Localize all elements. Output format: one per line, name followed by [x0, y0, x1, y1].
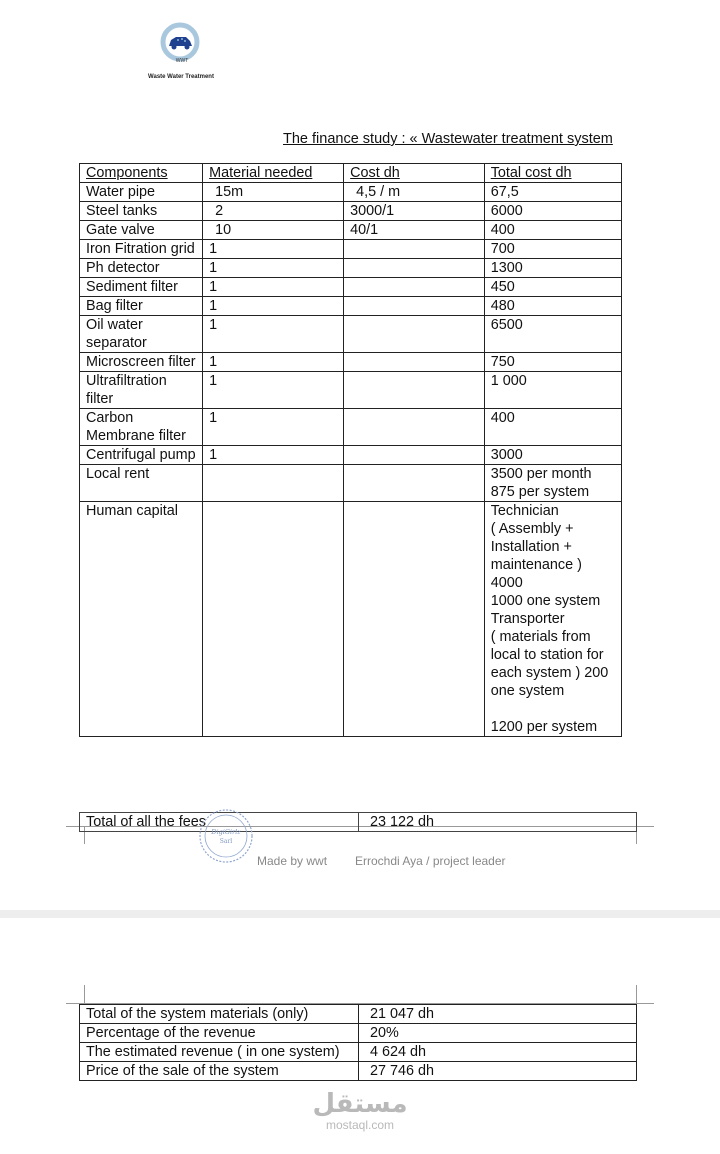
cell-component: Human capital	[80, 502, 203, 737]
table-row	[80, 1024, 637, 1043]
cell-cost	[344, 372, 485, 409]
cell-total: 3500 per month 875 per system	[484, 465, 621, 502]
cell-component: Microscreen filter	[80, 353, 203, 372]
cell-component: Iron Fitration grid	[80, 240, 203, 259]
cell-cost	[344, 465, 485, 502]
cell-component: Sediment filter	[80, 278, 203, 297]
made-by-text: Made by wwt	[257, 854, 328, 868]
cell-cost: 4,5 / m	[344, 183, 485, 202]
ruler-tick	[636, 985, 637, 1003]
stamp-line1: DigiGirlz	[211, 828, 241, 836]
cell-material: 1	[203, 316, 344, 353]
cell-cost	[344, 353, 485, 372]
cell-cost	[344, 316, 485, 353]
table-row	[80, 183, 622, 202]
mostaql-watermark	[300, 1090, 420, 1132]
cell-component: Centrifugal pump	[80, 446, 203, 465]
logo-caption: Waste Water Treatment	[148, 74, 214, 80]
logo-name: WWT	[175, 58, 189, 64]
summary-label: The estimated revenue ( in one system)	[80, 1043, 359, 1062]
cell-cost	[344, 278, 485, 297]
cell-component: Ultrafiltration filter	[80, 372, 203, 409]
summary-value: 27 746 dh	[359, 1062, 637, 1081]
watermark-arabic: مستقل	[312, 1089, 408, 1119]
cell-total: 67,5	[484, 183, 621, 202]
cell-component: Gate valve	[80, 221, 203, 240]
cell-component: Oil water separator	[80, 316, 203, 353]
cell-material: 1	[203, 409, 344, 446]
summary-table	[79, 1004, 637, 1081]
summary-value: 21 047 dh	[359, 1005, 637, 1024]
cell-total: 400	[484, 221, 621, 240]
cell-cost	[344, 446, 485, 465]
cell-cost	[344, 502, 485, 737]
table-row	[80, 297, 622, 316]
fees-table	[79, 812, 637, 832]
cell-total: 6500	[484, 316, 621, 353]
cell-total: 700	[484, 240, 621, 259]
table-row	[80, 202, 622, 221]
summary-label: Percentage of the revenue	[80, 1024, 359, 1043]
table-row	[80, 446, 622, 465]
cell-cost: 40/1	[344, 221, 485, 240]
cell-component: Steel tanks	[80, 202, 203, 221]
cell-component: Ph detector	[80, 259, 203, 278]
cell-cost: 3000/1	[344, 202, 485, 221]
cell-material: 2	[203, 202, 344, 221]
company-stamp	[198, 808, 254, 864]
cell-material	[203, 465, 344, 502]
cell-total: 480	[484, 297, 621, 316]
table-row	[80, 813, 637, 832]
cell-material: 1	[203, 446, 344, 465]
summary-value: 4 624 dh	[359, 1043, 637, 1062]
cell-material: 1	[203, 278, 344, 297]
cell-material: 1	[203, 259, 344, 278]
table-row	[80, 502, 622, 737]
header-components: Components	[80, 164, 203, 183]
table-header-row	[80, 164, 622, 183]
cell-material: 1	[203, 240, 344, 259]
cell-total: 750	[484, 353, 621, 372]
cell-total: 400	[484, 409, 621, 446]
summary-label: Total of the system materials (only)	[80, 1005, 359, 1024]
cell-total: 6000	[484, 202, 621, 221]
table-row	[80, 1005, 637, 1024]
table-row	[80, 372, 622, 409]
cell-cost	[344, 297, 485, 316]
table-row	[80, 278, 622, 297]
cell-material: 10	[203, 221, 344, 240]
fees-value: 23 122 dh	[359, 813, 637, 832]
table-row	[80, 409, 622, 446]
table-row	[80, 1043, 637, 1062]
cell-material: 1	[203, 353, 344, 372]
cell-total: 1 000	[484, 372, 621, 409]
cell-total: Technician ( Assembly + Installation + maintenance ) 4000 1000 one system Transporter ( materials from local to station for each system ) 200 one system 1200 per system	[484, 502, 621, 737]
ruler-tick	[84, 985, 85, 1003]
cell-material: 15m	[203, 183, 344, 202]
table-row	[80, 259, 622, 278]
table-row	[80, 221, 622, 240]
cell-component: Carbon Membrane filter	[80, 409, 203, 446]
cell-cost	[344, 409, 485, 446]
table-row	[80, 465, 622, 502]
cell-total: 3000	[484, 446, 621, 465]
cell-material: 1	[203, 372, 344, 409]
cell-cost	[344, 240, 485, 259]
table-row	[80, 240, 622, 259]
page-divider	[0, 910, 720, 918]
cell-total: 450	[484, 278, 621, 297]
cell-component: Local rent	[80, 465, 203, 502]
table-row	[80, 1062, 637, 1081]
components-table	[79, 163, 622, 737]
cell-component: Bag filter	[80, 297, 203, 316]
summary-label: Price of the sale of the system	[80, 1062, 359, 1081]
document-title: The finance study : « Wastewater treatment system	[283, 131, 613, 147]
cell-component: Water pipe	[80, 183, 203, 202]
summary-value: 20%	[359, 1024, 637, 1043]
header-cost: Cost dh	[344, 164, 485, 183]
project-leader-text: Errochdi Aya / project leader	[355, 854, 506, 868]
cell-cost	[344, 259, 485, 278]
table-row	[80, 316, 622, 353]
cell-material: 1	[203, 297, 344, 316]
header-total-cost: Total cost dh	[484, 164, 621, 183]
fees-label: Total of all the fees	[80, 813, 359, 832]
stamp-line2: Sarl	[219, 838, 233, 845]
cell-total: 1300	[484, 259, 621, 278]
fees-section	[79, 812, 639, 832]
watermark-latin: mostaql.com	[325, 1118, 395, 1132]
table-row	[80, 353, 622, 372]
header-material-needed: Material needed	[203, 164, 344, 183]
cell-material	[203, 502, 344, 737]
wwt-logo	[150, 22, 210, 62]
